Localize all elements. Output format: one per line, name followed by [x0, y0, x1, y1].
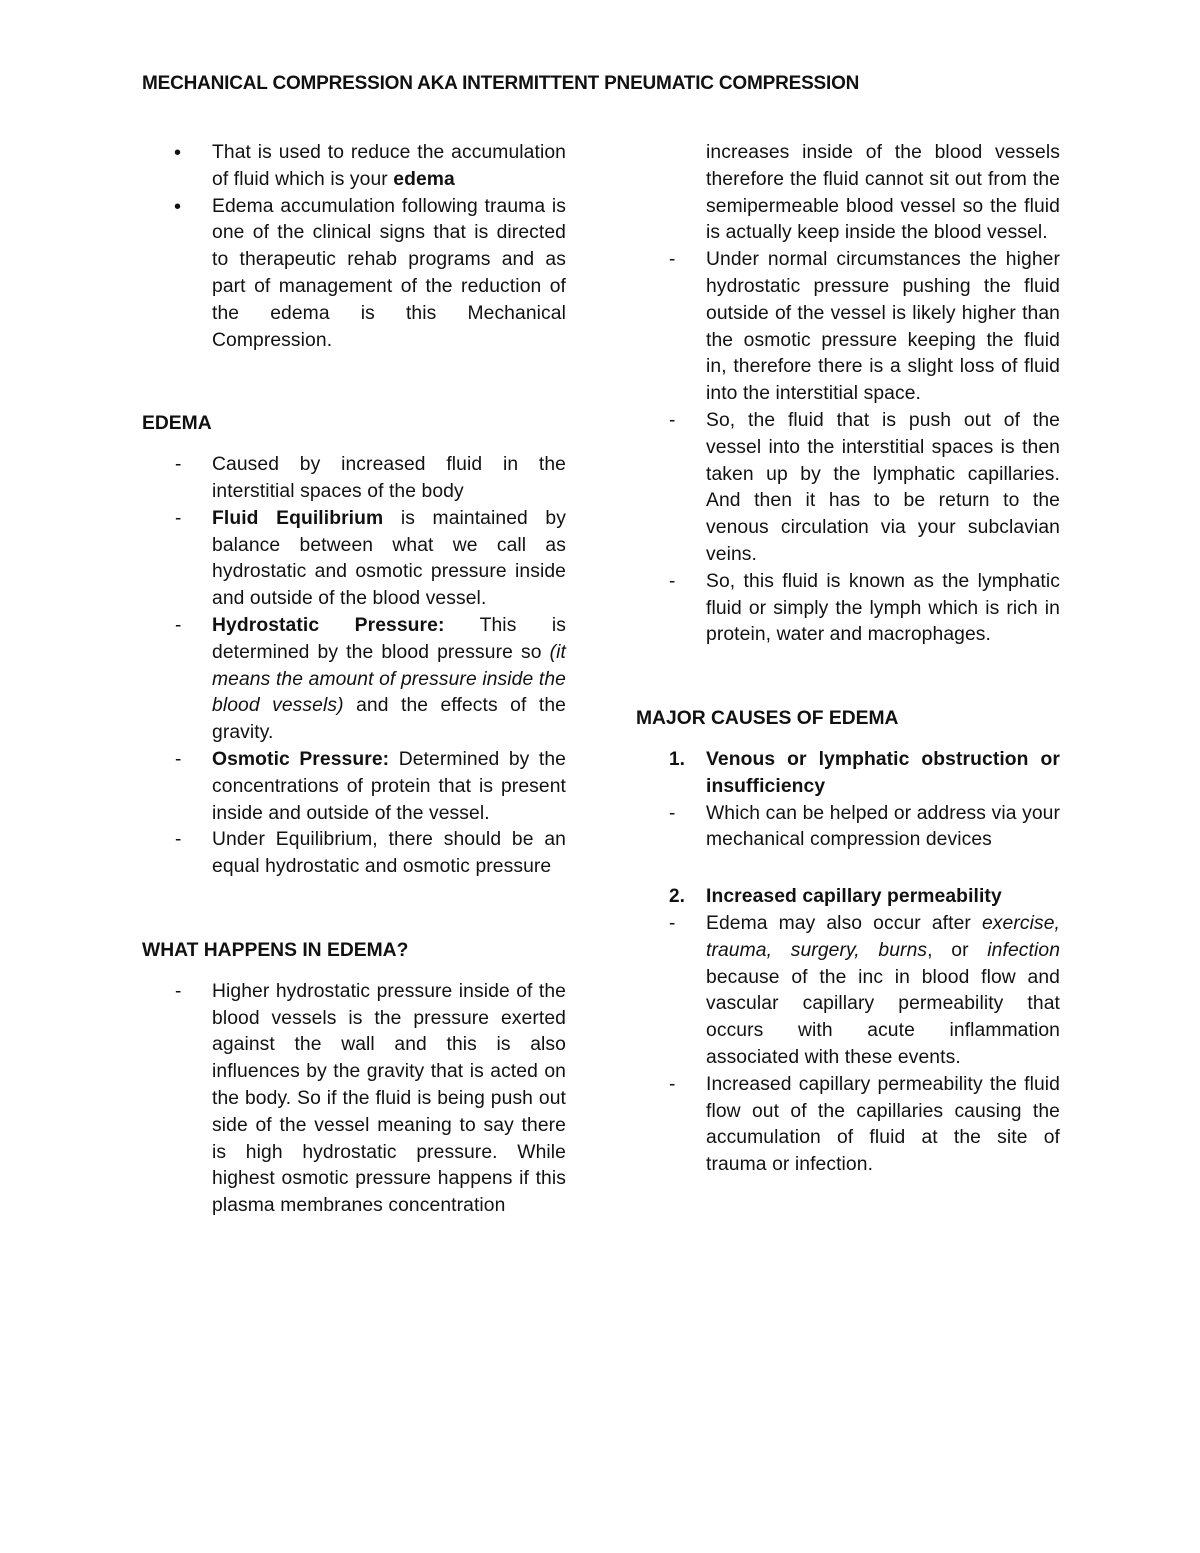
edema-list-item: - Under Equilibrium, there should be an equal hydrostatic and osmotic pressure: [175, 829, 566, 878]
intro-bullet-text: Edema accumulation following trauma is one of the clinical signs that is directed to therapeutic rehab programs and as part of management of the reduction of the edema is this Mechanical Compression.: [212, 195, 566, 351]
dash-marker: -: [175, 748, 182, 770]
edema-list-item: - Fluid Equilibrium is maintained by balance between what we call as hydrostatic and osmotic pressure inside and outside of the blood vessel.: [175, 507, 566, 610]
cause-list-item: - Edema may also occur after exercise, trauma, surgery, burns, or infection because of the inc in blood flow and vascular capillary permeability that occurs with acute inflammation associated with these events.: [669, 912, 1061, 1068]
dash-marker: -: [175, 507, 182, 529]
dash-marker: -: [175, 829, 182, 851]
bullet-icon: •: [174, 195, 182, 218]
edema-list-item: - Caused by increased fluid in the interstitial spaces of the body: [175, 454, 566, 502]
dash-marker: -: [669, 802, 676, 824]
cause-numbered-item: 2. Increased capillary permeability: [636, 884, 1060, 911]
what-happens-list-item: - Higher hydrostatic pressure inside of the blood vessels is the pressure exerted against the wall and this is also influences by the gravity that is acted on the body. So if the fluid is being push out side of the vessel meaning to say there is high hydrostatic pressure. While highest osmotic pressure happens if this plasma membranes concentration: [175, 980, 566, 1217]
dash-marker: -: [669, 912, 676, 934]
document-title: MECHANICAL COMPRESSION AKA INTERMITTENT PNEUMATIC COMPRESSION: [142, 73, 860, 94]
intro-bullet-text: That is used to reduce the accumulation of fluid which is your edema: [212, 142, 566, 190]
bullet-icon: •: [174, 142, 182, 164]
dash-marker: -: [669, 249, 676, 271]
cause-number: 1.: [669, 748, 685, 770]
dash-marker: -: [175, 454, 182, 476]
cause-list-item: - Increased capillary permeability the fluid flow out of the capillaries causing the accumulation of fluid at the site of trauma or infection.: [669, 1073, 1060, 1176]
edema-list-item: - Hydrostatic Pressure: This is determined by the blood pressure so (it means the amount of pressure inside the blood vessels) and the effects of the gravity.: [175, 614, 567, 744]
dash-marker: -: [175, 980, 182, 1002]
edema-heading: EDEMA: [142, 413, 212, 435]
left-column: [142, 140, 566, 1220]
cause-number: 2.: [669, 886, 685, 908]
what-happens-continued-text: increases inside of the blood vessels therefore the fluid cannot sit out from the semipermeable blood vessel so the fluid is actually keep inside the blood vessel.: [706, 142, 1060, 244]
dash-marker: -: [175, 614, 182, 636]
dash-marker: -: [669, 570, 676, 592]
cause-list-item: - Which can be helped or address via your mechanical compression devices: [669, 802, 1060, 851]
cause-numbered-item: 1. Venous or lymphatic obstruction or insufficiency: [669, 748, 1060, 797]
what-happens-list-item: - So, this fluid is known as the lymphatic fluid or simply the lymph which is rich in protein, water and macrophages.: [669, 570, 1060, 646]
right-column: [636, 140, 1060, 1179]
major-causes-heading: MAJOR CAUSES OF EDEMA: [636, 708, 899, 730]
dash-marker: -: [669, 409, 676, 431]
edema-list-item: - Osmotic Pressure: Determined by the concentrations of protein that is present inside and outside of the vessel.: [175, 748, 566, 824]
intro-bullet-item: [142, 194, 566, 355]
dash-marker: -: [669, 1073, 676, 1095]
what-happens-list-item: - So, the fluid that is push out of the vessel into the interstitial spaces is then taken up by the lymphatic capillaries. And then it has to be return to the venous circulation via your subclavian veins.: [669, 409, 1060, 565]
what-happens-list-item: - Under normal circumstances the higher hydrostatic pressure pushing the fluid outside of the vessel is likely higher than the osmotic pressure keeping the fluid in, therefore there is a slight loss of fluid into the interstitial space.: [669, 249, 1060, 405]
what-happens-heading: WHAT HAPPENS IN EDEMA?: [142, 939, 409, 961]
intro-bullet-item: [142, 140, 566, 194]
